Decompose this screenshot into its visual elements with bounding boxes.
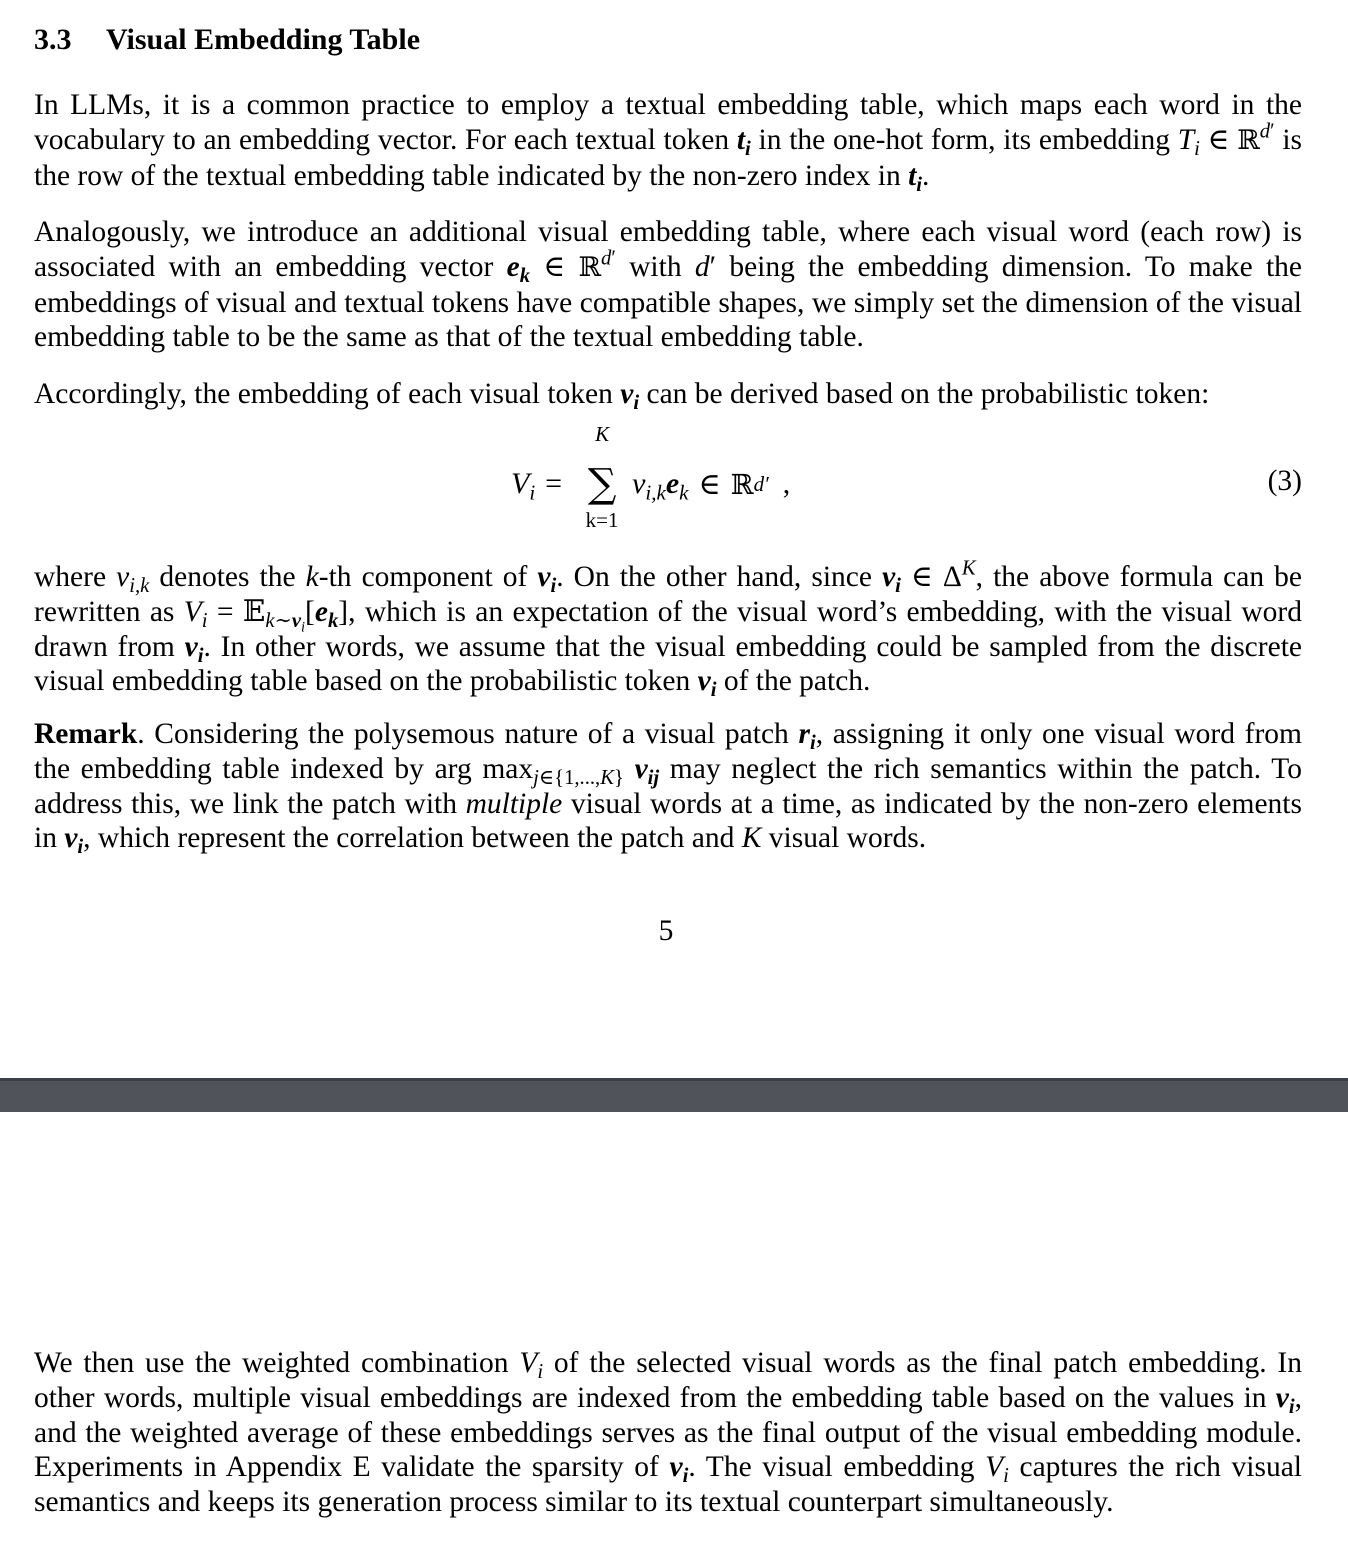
equation-3 <box>0 422 1348 542</box>
emphasis-multiple: multiple <box>465 787 563 820</box>
math-e-k: $e_k$ <box>506 250 531 287</box>
math-t-i: $t_i$ <box>736 123 751 160</box>
paragraph-3: Accordingly, the embedding of each visual token $v_i$ can be derived based on the probabilistic token: <box>34 378 1210 415</box>
section-heading <box>34 23 420 57</box>
page-divider <box>0 1078 1348 1112</box>
math-T-i: $T_i$ <box>1177 123 1200 160</box>
equation-body: $V_i$ = K ∑ k=1 $v_{i,k}$ $e_k$ ∈ ℝ d′ , <box>511 422 791 532</box>
paragraph-5-remark: Remark. Considering the polysemous nature of a visual patch $r_i$, assigning it only one visual word from the embedding table indexed by arg $\max_{j\in\{1,...,K\}} v_{ij}$ may neglect the rich semantics within the patch. To address this, we link the patch with multiple visual words at a time, as indicated by the non-zero elements in $v_i$, which represent the correlation between the patch and K visual words. <box>34 718 1303 859</box>
equation-number: (3) <box>1267 465 1302 497</box>
paragraph-4: where $v_{i,k}$ denotes the k-th component of $v_i$. On the other hand, since $v_i$ ∈ $\Delta^K$, the above formula can be rewritten as $V_i$ = $𝔼_{k\sim v_i}[e_k]$, which is an expectation of the visual word’s embedding, with the visual word drawn from $v_i$. In other words, we assume that the visual embedding could be sampled from the discrete visual embedding table based on the probabilistic token $v_i$ of the patch. <box>34 557 1302 702</box>
page-bottom <box>0 1112 1348 1562</box>
paragraph-1: In LLMs, it is a common practice to employ a textual embedding table, which maps each word in the vocabulary to an embedding vector. For each textual token $t_i$ in the one-hot form, its embedding $T_i$ ∈ ℝ$^{d'}$ is the row of the textual embedding table indicated by the non-zero index in $t_i$. <box>34 89 1302 196</box>
paragraph-6: We then use the weighted combination $V_i$ of the selected visual words as the final patch embedding. In other words, multiple visual embeddings are indexed from the embedding table based on the values in $v_i$, and the weighted average of these embeddings serves as the final output of the visual embedding module. Experiments in Appendix E validate the sparsity of $v_i$. The visual embedding $V_i$ captures the rich visual semantics and keeps its generation process similar to its textual counterpart simultaneously. <box>34 1347 1302 1519</box>
summation-symbol: K ∑ k=1 <box>585 422 619 532</box>
remark-label: Remark <box>34 718 138 750</box>
section-title: Visual Embedding Table <box>106 23 421 56</box>
page-divider-edge <box>0 1078 1348 1081</box>
page-number: 5 <box>658 915 674 947</box>
paragraph-2: Analogously, we introduce an additional visual embedding table, where each visual word (each row) is associated with an embedding vector $e_k$ ∈ ℝ$^{d'}$ with d′ being the embedding dimension. To make the embeddings of visual and textual tokens have compatible shapes, we simply set the dimension of the visual embedding table to be the same as that of the textual embedding table. <box>34 216 1303 354</box>
section-number: 3.3 <box>34 23 72 56</box>
